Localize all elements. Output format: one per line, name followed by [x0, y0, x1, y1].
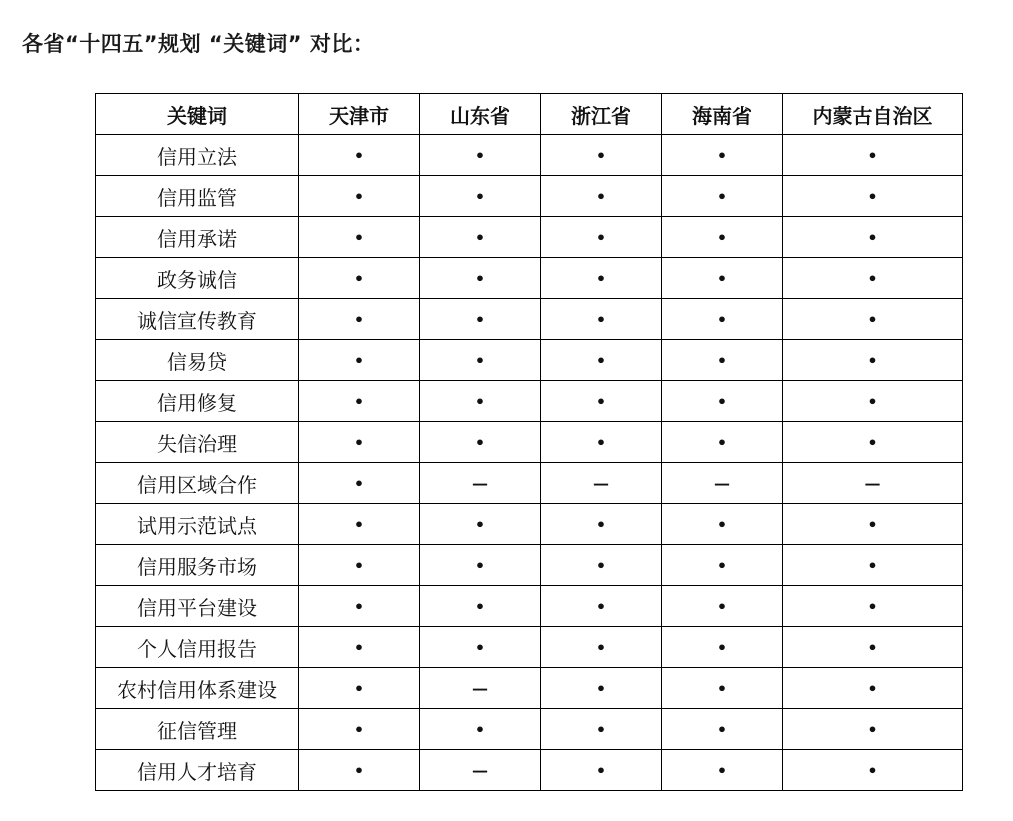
- mark-cell: •: [662, 586, 783, 627]
- mark-cell: •: [783, 135, 963, 176]
- mark-cell: •: [299, 627, 420, 668]
- mark-cell: —: [420, 668, 541, 709]
- table-row: [96, 217, 963, 258]
- table-row: [96, 299, 963, 340]
- mark-cell: —: [541, 463, 662, 504]
- mark-cell: •: [662, 258, 783, 299]
- column-header-province: 内蒙古自治区: [783, 94, 963, 135]
- mark-cell: •: [420, 135, 541, 176]
- mark-cell: •: [783, 545, 963, 586]
- mark-cell: •: [420, 627, 541, 668]
- keyword-cell: 农村信用体系建设: [96, 668, 299, 709]
- mark-cell: •: [541, 586, 662, 627]
- mark-cell: •: [662, 340, 783, 381]
- table-row: [96, 463, 963, 504]
- keyword-cell: 信用监管: [96, 176, 299, 217]
- table-body: [96, 135, 963, 791]
- mark-cell: •: [662, 176, 783, 217]
- table-row: [96, 135, 963, 176]
- mark-cell: •: [783, 381, 963, 422]
- mark-cell: •: [299, 258, 420, 299]
- mark-cell: •: [420, 176, 541, 217]
- table-row: [96, 709, 963, 750]
- mark-cell: •: [420, 340, 541, 381]
- table-row: [96, 627, 963, 668]
- mark-cell: •: [783, 586, 963, 627]
- mark-cell: —: [662, 463, 783, 504]
- mark-cell: •: [420, 217, 541, 258]
- mark-cell: •: [783, 422, 963, 463]
- keyword-cell: 信用服务市场: [96, 545, 299, 586]
- column-header-province: 海南省: [662, 94, 783, 135]
- mark-cell: •: [662, 135, 783, 176]
- table-row: [96, 340, 963, 381]
- mark-cell: •: [299, 299, 420, 340]
- mark-cell: •: [541, 545, 662, 586]
- mark-cell: •: [541, 627, 662, 668]
- mark-cell: •: [662, 299, 783, 340]
- mark-cell: •: [420, 422, 541, 463]
- mark-cell: •: [783, 668, 963, 709]
- mark-cell: •: [299, 135, 420, 176]
- mark-cell: •: [783, 340, 963, 381]
- mark-cell: •: [299, 381, 420, 422]
- mark-cell: •: [662, 668, 783, 709]
- mark-cell: —: [783, 463, 963, 504]
- mark-cell: •: [541, 135, 662, 176]
- mark-cell: •: [541, 709, 662, 750]
- table-header-row: [96, 94, 963, 135]
- mark-cell: •: [541, 504, 662, 545]
- keyword-cell: 信用承诺: [96, 217, 299, 258]
- mark-cell: •: [783, 299, 963, 340]
- keyword-cell: 诚信宣传教育: [96, 299, 299, 340]
- mark-cell: •: [541, 258, 662, 299]
- mark-cell: •: [420, 586, 541, 627]
- mark-cell: •: [420, 299, 541, 340]
- keyword-cell: 政务诚信: [96, 258, 299, 299]
- mark-cell: •: [541, 340, 662, 381]
- mark-cell: •: [420, 381, 541, 422]
- mark-cell: •: [299, 668, 420, 709]
- mark-cell: •: [541, 422, 662, 463]
- table-row: [96, 504, 963, 545]
- table-row: [96, 545, 963, 586]
- keyword-cell: 征信管理: [96, 709, 299, 750]
- table-row: [96, 586, 963, 627]
- mark-cell: •: [299, 750, 420, 791]
- keyword-comparison-table: [95, 93, 963, 791]
- mark-cell: •: [420, 258, 541, 299]
- keyword-cell: 失信治理: [96, 422, 299, 463]
- table-row: [96, 176, 963, 217]
- column-header-province: 浙江省: [541, 94, 662, 135]
- mark-cell: •: [299, 545, 420, 586]
- mark-cell: •: [420, 709, 541, 750]
- mark-cell: •: [420, 504, 541, 545]
- table-row: [96, 258, 963, 299]
- mark-cell: •: [662, 504, 783, 545]
- mark-cell: •: [299, 709, 420, 750]
- keyword-cell: 信用平台建设: [96, 586, 299, 627]
- mark-cell: •: [662, 217, 783, 258]
- keyword-cell: 信用立法: [96, 135, 299, 176]
- keyword-cell: 信用人才培育: [96, 750, 299, 791]
- mark-cell: •: [783, 258, 963, 299]
- mark-cell: •: [783, 627, 963, 668]
- mark-cell: •: [662, 750, 783, 791]
- keyword-cell: 试用示范试点: [96, 504, 299, 545]
- keyword-cell: 信易贷: [96, 340, 299, 381]
- column-header-province: 山东省: [420, 94, 541, 135]
- mark-cell: •: [541, 381, 662, 422]
- mark-cell: —: [420, 750, 541, 791]
- mark-cell: •: [420, 545, 541, 586]
- mark-cell: •: [662, 422, 783, 463]
- mark-cell: •: [783, 504, 963, 545]
- mark-cell: •: [662, 627, 783, 668]
- column-header-keyword: 关键词: [96, 94, 299, 135]
- mark-cell: •: [541, 299, 662, 340]
- mark-cell: •: [662, 381, 783, 422]
- keyword-cell: 信用修复: [96, 381, 299, 422]
- mark-cell: •: [299, 340, 420, 381]
- mark-cell: •: [299, 463, 420, 504]
- mark-cell: •: [299, 586, 420, 627]
- mark-cell: •: [662, 545, 783, 586]
- mark-cell: •: [299, 176, 420, 217]
- mark-cell: •: [541, 750, 662, 791]
- mark-cell: •: [299, 217, 420, 258]
- mark-cell: •: [541, 217, 662, 258]
- mark-cell: •: [299, 422, 420, 463]
- mark-cell: •: [541, 176, 662, 217]
- column-header-province: 天津市: [299, 94, 420, 135]
- mark-cell: —: [420, 463, 541, 504]
- table-row: [96, 422, 963, 463]
- mark-cell: •: [783, 709, 963, 750]
- table-row: [96, 668, 963, 709]
- mark-cell: •: [541, 668, 662, 709]
- mark-cell: •: [299, 504, 420, 545]
- keyword-cell: 个人信用报告: [96, 627, 299, 668]
- page-heading: 各省“十四五”规划 “关键词” 对比：: [22, 32, 375, 56]
- table-row: [96, 381, 963, 422]
- mark-cell: •: [783, 750, 963, 791]
- mark-cell: •: [662, 709, 783, 750]
- table-row: [96, 750, 963, 791]
- mark-cell: •: [783, 176, 963, 217]
- mark-cell: •: [783, 217, 963, 258]
- keyword-cell: 信用区域合作: [96, 463, 299, 504]
